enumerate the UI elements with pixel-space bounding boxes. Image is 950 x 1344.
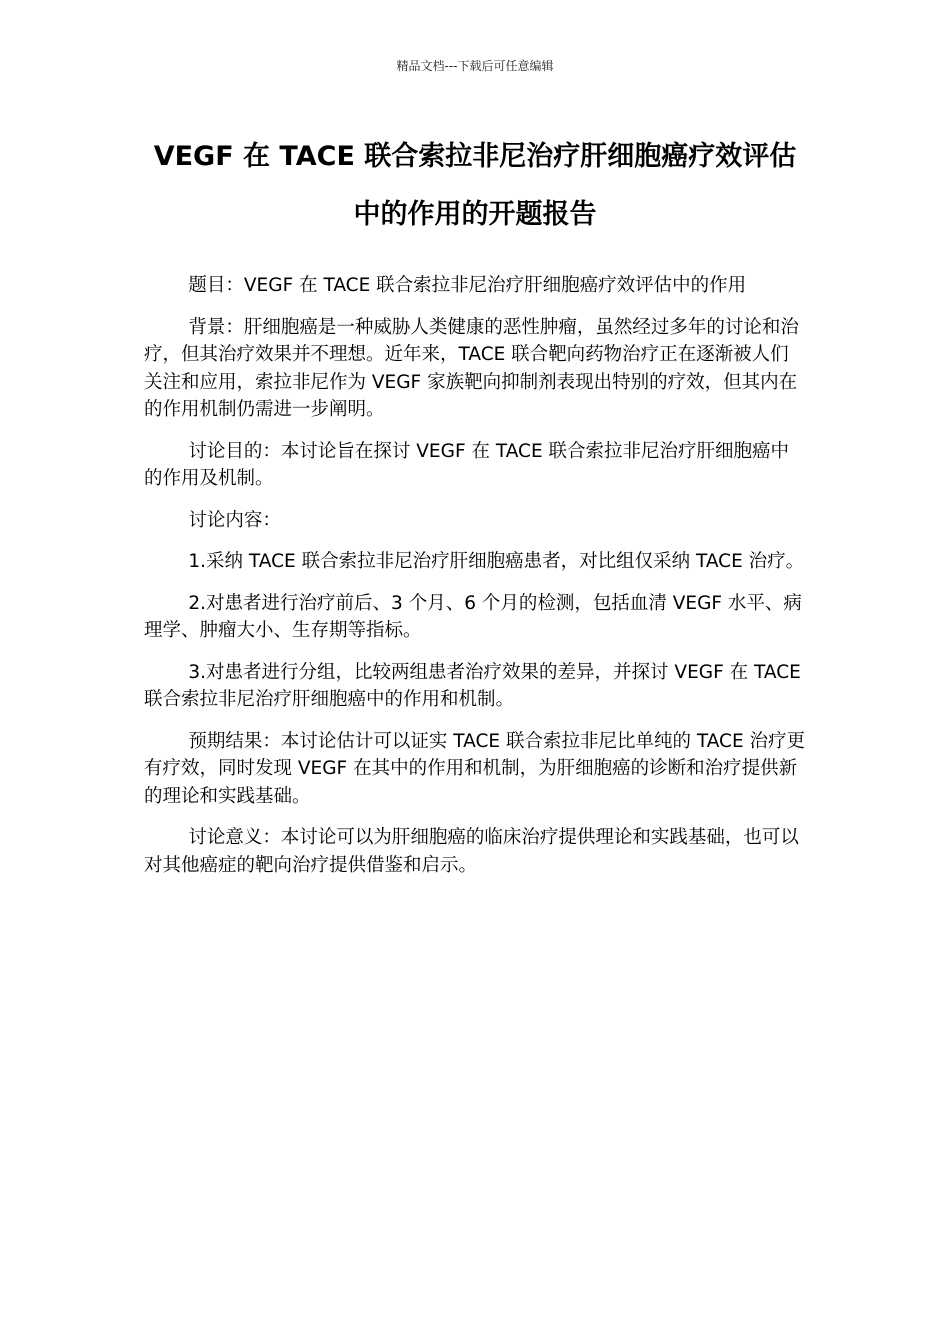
paragraph-expected-results: 预期结果：本讨论估计可以证实 TACE 联合索拉非尼比单纯的 TACE 治疗更有疗效，同时发现 VEGF 在其中的作用和机制，为肝细胞癌的诊断和治疗提供新的理论和实践基础。 <box>144 730 806 807</box>
header-note: 精品文档---下载后可任意编辑 <box>396 59 554 73</box>
paragraph-content-item-2: 2.对患者进行治疗前后、3 个月、6 个月的检测，包括血清 VEGF 水平、病理学、肿瘤大小、生存期等指标。 <box>144 592 802 641</box>
paragraph-content-item-1: 1.采纳 TACE 联合索拉非尼治疗肝细胞癌患者，对比组仅采纳 TACE 治疗。 <box>188 551 805 572</box>
paragraph-purpose: 讨论目的：本讨论旨在探讨 VEGF 在 TACE 联合索拉非尼治疗肝细胞癌中的作用及机制。 <box>144 440 790 489</box>
document-body <box>144 272 806 893</box>
paragraph-content-heading: 讨论内容： <box>188 509 281 531</box>
paragraph-topic: 题目：VEGF 在 TACE 联合索拉非尼治疗肝细胞癌疗效评估中的作用 <box>188 275 747 296</box>
paragraph-background: 背景：肝细胞癌是一种威胁人类健康的恶性肿瘤，虽然经过多年的讨论和治疗，但其治疗效果并不理想。近年来，TACE 联合靶向药物治疗正在逐渐被人们关注和应用，索拉非尼作为 VEGF 家族靶向抑制剂表现出特别的疗效，但其内在的作用机制仍需进一步阐明。 <box>144 316 799 420</box>
document-title: VEGF 在 TACE 联合索拉非尼治疗肝细胞癌疗效评估中的作用的开题报告 <box>153 141 797 230</box>
paragraph-content-item-3: 3.对患者进行分组，比较两组患者治疗效果的差异，并探讨 VEGF 在 TACE 联合索拉非尼治疗肝细胞癌中的作用和机制。 <box>144 661 801 710</box>
paragraph-significance: 讨论意义：本讨论可以为肝细胞癌的临床治疗提供理论和实践基础，也可以对其他癌症的靶向治疗提供借鉴和启示。 <box>144 827 799 876</box>
